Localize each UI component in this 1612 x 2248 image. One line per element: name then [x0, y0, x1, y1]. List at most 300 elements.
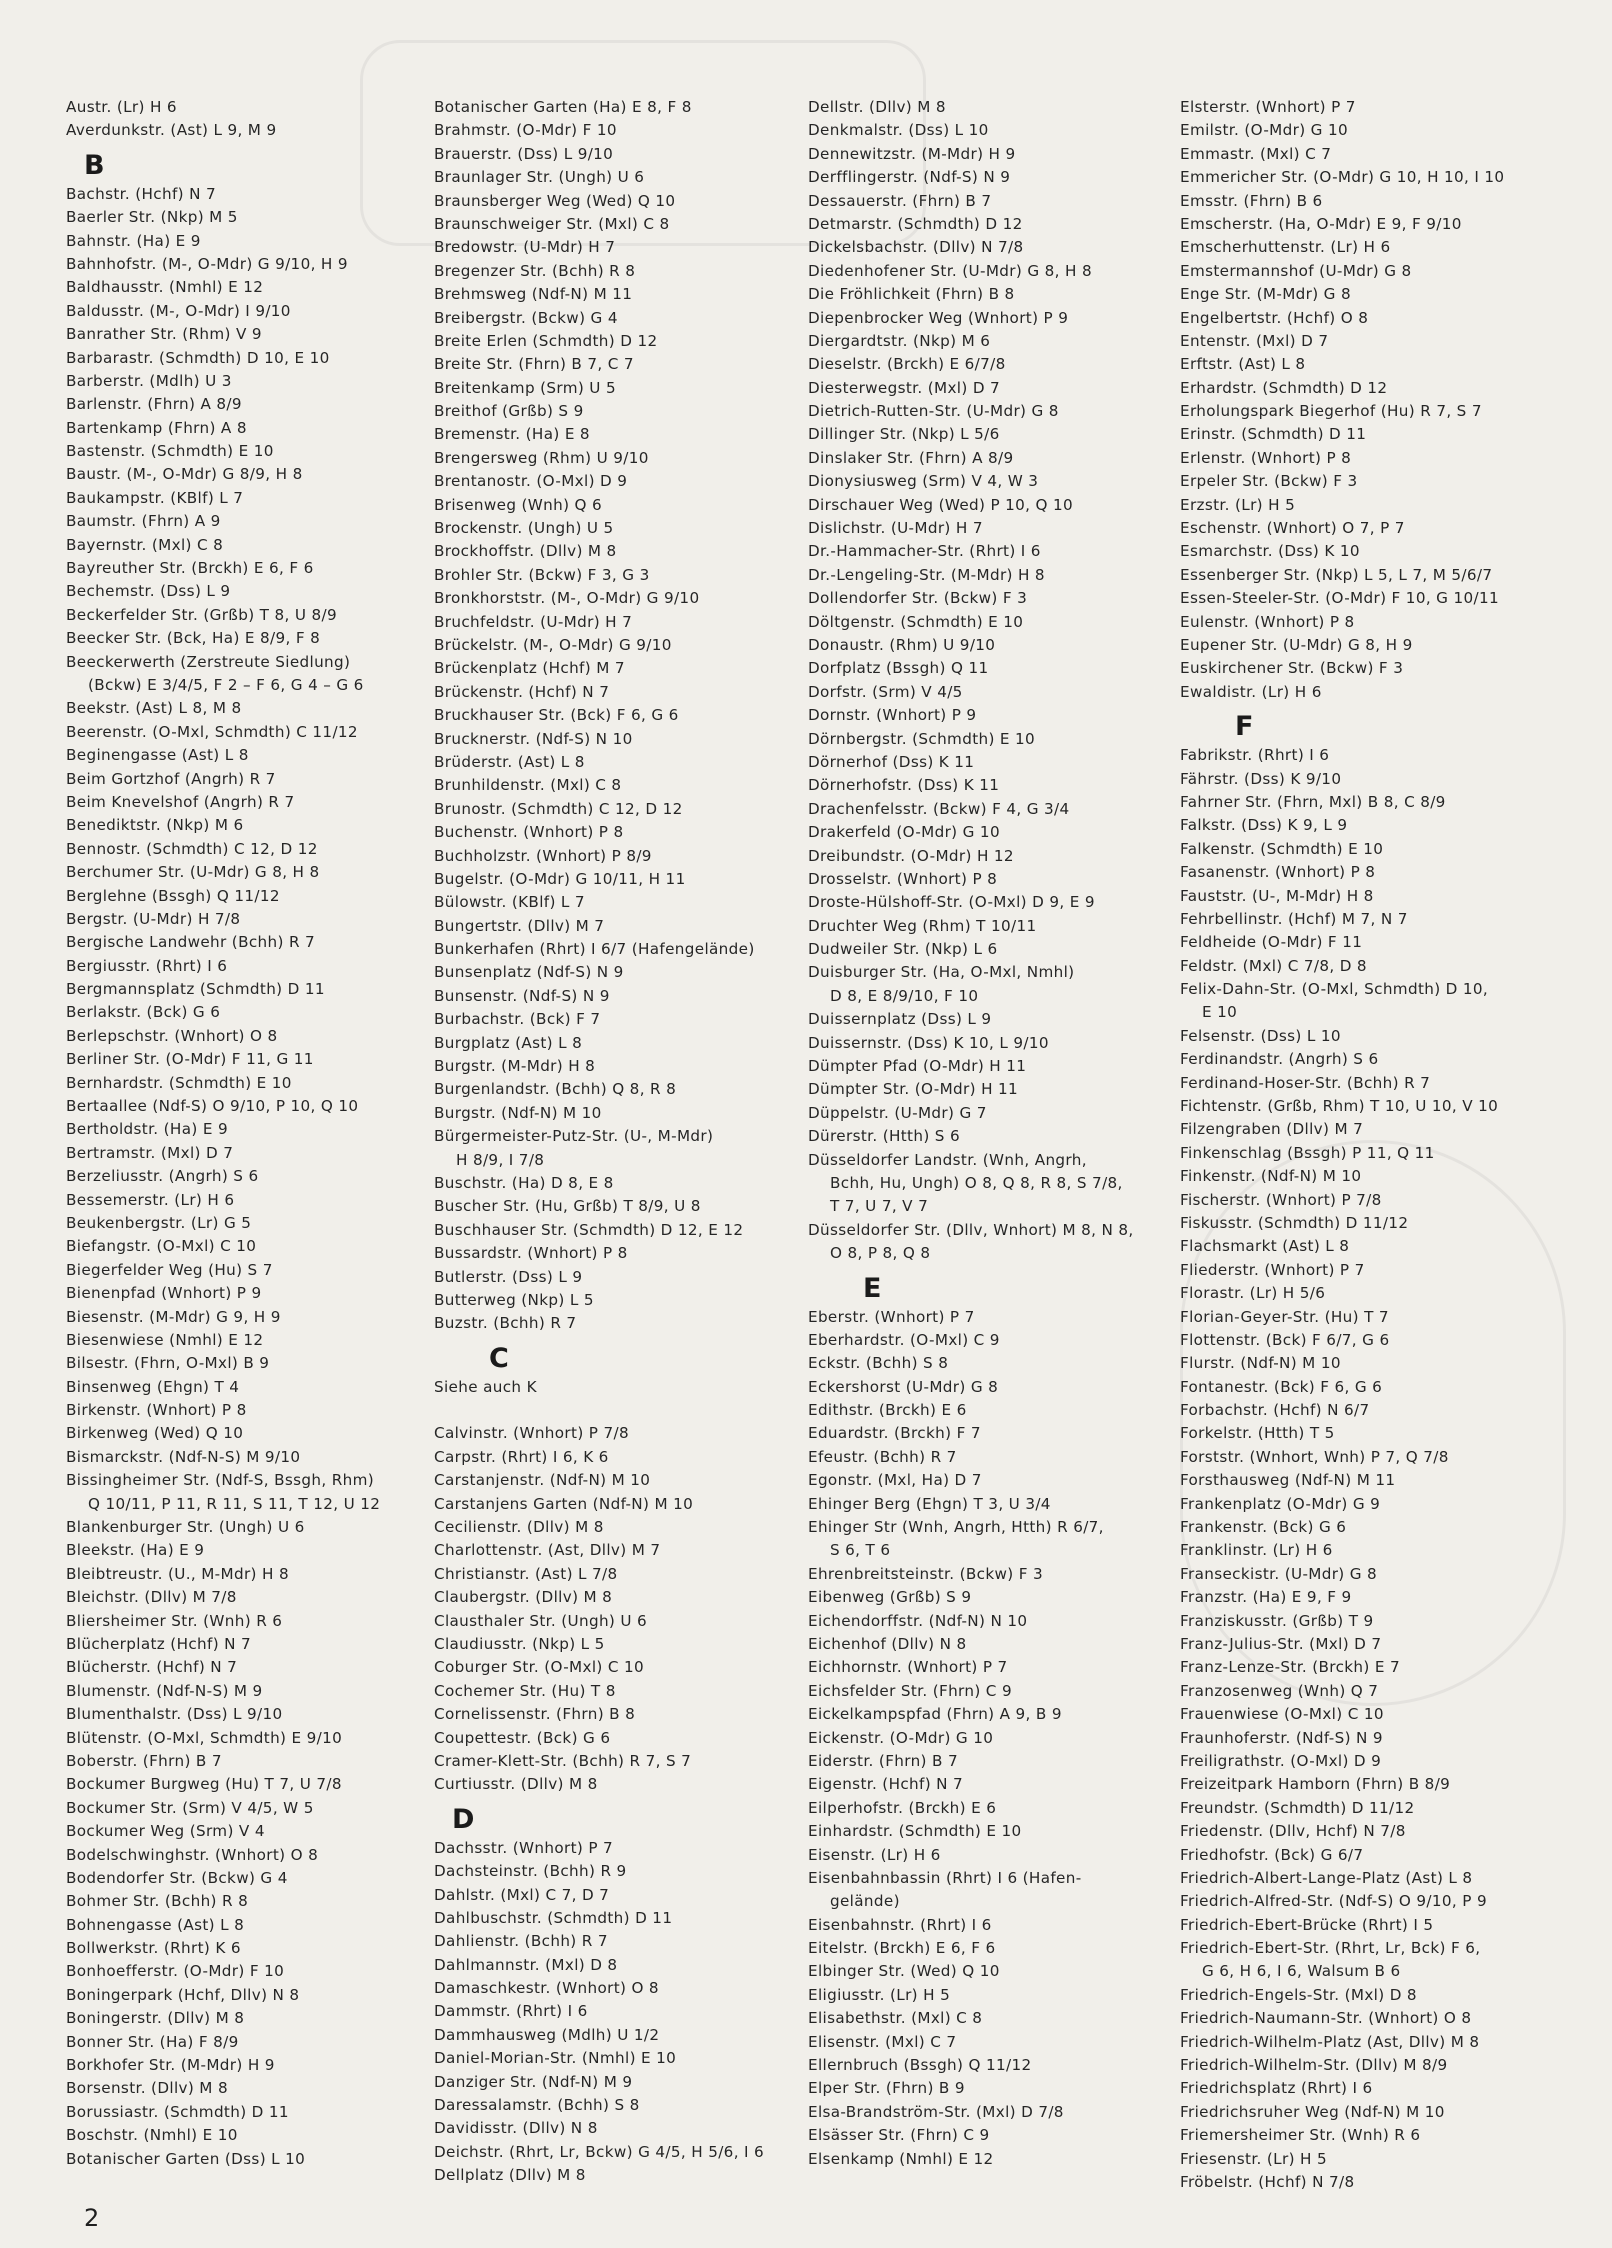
- street-entry: Dümpter Pfad (O-Mdr) H 11: [808, 1057, 1027, 1076]
- street-entry: Eilperhofstr. (Brckh) E 6: [808, 1798, 997, 1817]
- street-entry: Düsseldorfer Str. (Dllv, Wnhort) M 8, N 8,: [808, 1220, 1134, 1239]
- street-entry: Bleichstr. (Dllv) M 7/8: [66, 1588, 237, 1607]
- street-entry: Burgplatz (Ast) L 8: [434, 1033, 583, 1052]
- street-entry: Drachenfelsstr. (Bckw) F 4, G 3/4: [808, 799, 1070, 818]
- street-entry: Emscherstr. (Ha, O-Mdr) E 9, F 9/10: [1180, 214, 1462, 233]
- street-entry: Eckstr. (Bchh) S 8: [808, 1354, 949, 1373]
- street-entry: Franzosenweg (Wnh) Q 7: [1180, 1681, 1379, 1700]
- street-entry: Dennewitzstr. (M-Mdr) H 9: [808, 144, 1016, 163]
- street-entry-continuation: Bchh, Hu, Ungh) O 8, Q 8, R 8, S 7/8,: [830, 1173, 1123, 1192]
- street-entry: Fehrbellinstr. (Hchf) M 7, N 7: [1180, 909, 1408, 928]
- street-entry: Emilstr. (O-Mdr) G 10: [1180, 121, 1348, 140]
- street-entry-continuation: Q 10/11, P 11, R 11, S 11, T 12, U 12: [88, 1494, 381, 1513]
- street-entry: Eupener Str. (U-Mdr) G 8, H 9: [1180, 635, 1413, 654]
- street-entry: Friemersheimer Str. (Wnh) R 6: [1180, 2126, 1421, 2145]
- street-entry: Friedrichsruher Weg (Ndf-N) M 10: [1180, 2102, 1445, 2121]
- street-entry: Blücherstr. (Hchf) N 7: [66, 1658, 238, 1677]
- street-entry: Friedrich-Wilhelm-Str. (Dllv) M 8/9: [1180, 2056, 1448, 2075]
- street-entry: Eisenbahnbassin (Rhrt) I 6 (Hafen-: [808, 1868, 1082, 1887]
- street-entry: Dirschauer Weg (Wed) P 10, Q 10: [808, 495, 1074, 514]
- street-entry: Eulenstr. (Wnhort) P 8: [1180, 612, 1355, 631]
- street-entry: Brentanostr. (O-Mxl) D 9: [434, 472, 628, 491]
- street-entry: Danziger Str. (Ndf-N) M 9: [434, 2072, 633, 2091]
- street-entry: Friedrich-Wilhelm-Platz (Ast, Dllv) M 8: [1180, 2032, 1480, 2051]
- street-entry: Franziskusstr. (Grßb) T 9: [1180, 1611, 1374, 1630]
- street-entry: Brehmsweg (Ndf-N) M 11: [434, 285, 633, 304]
- street-entry: Friesenstr. (Lr) H 5: [1180, 2149, 1327, 2168]
- street-entry: Duisburger Str. (Ha, O-Mxl, Nmhl): [808, 963, 1075, 982]
- street-entry: Eckershorst (U-Mdr) G 8: [808, 1377, 999, 1396]
- street-entry: Berzeliusstr. (Angrh) S 6: [66, 1167, 259, 1186]
- street-entry: Dachsteinstr. (Bchh) R 9: [434, 1862, 627, 1881]
- street-entry: Elper Str. (Fhrn) B 9: [808, 2079, 965, 2098]
- street-entry: Bertaallee (Ndf-S) O 9/10, P 10, Q 10: [66, 1097, 359, 1116]
- street-entry: Franz-Lenze-Str. (Brckh) E 7: [1180, 1658, 1400, 1677]
- street-entry: Bissingheimer Str. (Ndf-S, Bssgh, Rhm): [66, 1471, 375, 1490]
- street-entry: Ehinger Str (Wnh, Angrh, Htth) R 6/7,: [808, 1518, 1104, 1537]
- street-entry: Bunsenplatz (Ndf-S) N 9: [434, 963, 624, 982]
- street-entry: Dionysiusweg (Srm) V 4, W 3: [808, 472, 1039, 491]
- street-entry: Coburger Str. (O-Mxl) C 10: [434, 1658, 644, 1677]
- street-entry: Dahlbuschstr. (Schmdth) D 11: [434, 1908, 673, 1927]
- street-entry: Einhardstr. (Schmdth) E 10: [808, 1822, 1022, 1841]
- street-entry: Averdunkstr. (Ast) L 9, M 9: [66, 121, 277, 140]
- street-entry: Flachsmarkt (Ast) L 8: [1180, 1237, 1350, 1256]
- street-entry: Fraunhoferstr. (Ndf-S) N 9: [1180, 1728, 1383, 1747]
- page-number: 2: [84, 2204, 100, 2232]
- street-entry: Bodelschwinghstr. (Wnhort) O 8: [66, 1845, 319, 1864]
- street-entry: Buchholzstr. (Wnhort) P 8/9: [434, 846, 652, 865]
- street-entry: Ehrenbreitsteinstr. (Bckw) F 3: [808, 1564, 1043, 1583]
- street-entry: Christianstr. (Ast) L 7/8: [434, 1564, 618, 1583]
- street-entry: Brückenplatz (Hchf) M 7: [434, 659, 625, 678]
- street-entry: Bockumer Burgweg (Hu) T 7, U 7/8: [66, 1775, 342, 1794]
- street-entry: Felix-Dahn-Str. (O-Mxl, Schmdth) D 10,: [1180, 980, 1489, 999]
- street-entry-continuation: G 6, H 6, I 6, Walsum B 6: [1202, 1962, 1401, 1981]
- street-entry: Eligiusstr. (Lr) H 5: [808, 1985, 951, 2004]
- street-entry: Dickelsbachstr. (Dllv) N 7/8: [808, 238, 1024, 257]
- street-entry: Diedenhofener Str. (U-Mdr) G 8, H 8: [808, 261, 1092, 280]
- street-entry: Donaustr. (Rhm) U 9/10: [808, 635, 996, 654]
- street-entry: Bechemstr. (Dss) L 9: [66, 582, 231, 601]
- street-entry: Carstanjens Garten (Ndf-N) M 10: [434, 1494, 694, 1513]
- street-entry: Emscherhuttenstr. (Lr) H 6: [1180, 238, 1391, 257]
- street-entry: Eigenstr. (Hchf) N 7: [808, 1775, 964, 1794]
- street-entry: Bunsenstr. (Ndf-S) N 9: [434, 986, 610, 1005]
- street-entry-continuation: E 10: [1202, 1003, 1238, 1022]
- street-entry: Dieselstr. (Brckh) E 6/7/8: [808, 355, 1006, 374]
- street-entry: Claubergstr. (Dllv) M 8: [434, 1588, 613, 1607]
- index-column-2: [434, 96, 796, 2188]
- street-entry: Biesenstr. (M-Mdr) G 9, H 9: [66, 1307, 281, 1326]
- street-entry: Breibergstr. (Bckw) G 4: [434, 308, 618, 327]
- street-entry: Fahrner Str. (Fhrn, Mxl) B 8, C 8/9: [1180, 792, 1446, 811]
- street-entry: Blumenthalstr. (Dss) L 9/10: [66, 1705, 283, 1724]
- street-entry: Florastr. (Lr) H 5/6: [1180, 1284, 1326, 1303]
- street-entry: Bockumer Str. (Srm) V 4/5, W 5: [66, 1798, 314, 1817]
- street-entry: Emmericher Str. (O-Mdr) G 10, H 10, I 10: [1180, 168, 1505, 187]
- street-entry: Beginengasse (Ast) L 8: [66, 746, 249, 765]
- street-entry: Beecker Str. (Bck, Ha) E 8/9, F 8: [66, 629, 321, 648]
- street-entry: Friedrich-Engels-Str. (Mxl) D 8: [1180, 1985, 1417, 2004]
- index-column-1: [66, 96, 428, 2171]
- street-entry: Bertramstr. (Mxl) D 7: [66, 1143, 234, 1162]
- street-entry: Feldstr. (Mxl) C 7/8, D 8: [1180, 956, 1367, 975]
- street-entry: Brauerstr. (Dss) L 9/10: [434, 144, 614, 163]
- street-entry: Die Fröhlichkeit (Fhrn) B 8: [808, 285, 1015, 304]
- street-entry: Borsenstr. (Dllv) M 8: [66, 2079, 228, 2098]
- street-entry: Düppelstr. (U-Mdr) G 7: [808, 1103, 987, 1122]
- street-entry: Breithof (Grßb) S 9: [434, 402, 584, 421]
- street-entry: Bilsestr. (Fhrn, O-Mxl) B 9: [66, 1354, 270, 1373]
- street-entry: Eberhardstr. (O-Mxl) C 9: [808, 1330, 1000, 1349]
- street-entry: Enge Str. (M-Mdr) G 8: [1180, 285, 1351, 304]
- street-entry: Breite Str. (Fhrn) B 7, C 7: [434, 355, 634, 374]
- street-entry: Duissernstr. (Dss) K 10, L 9/10: [808, 1033, 1049, 1052]
- street-entry: Blücherplatz (Hchf) N 7: [66, 1635, 252, 1653]
- street-entry: [434, 1399, 796, 1422]
- street-entry: Friedrich-Naumann-Str. (Wnhort) O 8: [1180, 2009, 1472, 2028]
- street-entry: Flottenstr. (Bck) F 6/7, G 6: [1180, 1330, 1390, 1349]
- street-entry: Erpeler Str. (Bckw) F 3: [1180, 472, 1358, 491]
- street-entry-continuation: gelände): [830, 1892, 900, 1911]
- street-entry: Diergardtstr. (Nkp) M 6: [808, 331, 991, 350]
- street-entry: Charlottenstr. (Ast, Dllv) M 7: [434, 1541, 661, 1560]
- street-entry: Fontanestr. (Bck) F 6, G 6: [1180, 1377, 1383, 1396]
- street-entry: Diesterwegstr. (Mxl) D 7: [808, 378, 1001, 397]
- street-entry: Dahlstr. (Mxl) C 7, D 7: [434, 1885, 610, 1904]
- street-entry: Berchumer Str. (U-Mdr) G 8, H 8: [66, 863, 320, 882]
- street-entry: Dessauerstr. (Fhrn) B 7: [808, 191, 992, 210]
- street-entry: Eichsfelder Str. (Fhrn) C 9: [808, 1681, 1012, 1700]
- street-entry: Butterweg (Nkp) L 5: [434, 1290, 594, 1309]
- street-entry: Ehinger Berg (Ehgn) T 3, U 3/4: [808, 1494, 1051, 1513]
- street-entry: Dümpter Str. (O-Mdr) H 11: [808, 1080, 1019, 1099]
- street-entry: Bonhoefferstr. (O-Mdr) F 10: [66, 1962, 285, 1981]
- street-entry: Bürgermeister-Putz-Str. (U-, M-Mdr): [434, 1127, 714, 1146]
- street-entry: Bergische Landwehr (Bchh) R 7: [66, 933, 316, 952]
- street-entry: Dr.-Hammacher-Str. (Rhrt) I 6: [808, 542, 1041, 561]
- street-entry: Dörnerhofstr. (Dss) K 11: [808, 776, 1000, 795]
- street-entry: Freundstr. (Schmdth) D 11/12: [1180, 1798, 1415, 1817]
- street-entry: Edithstr. (Brckh) E 6: [808, 1401, 967, 1420]
- street-entry: Döltgenstr. (Schmdth) E 10: [808, 612, 1024, 631]
- street-entry: Elisabethstr. (Mxl) C 8: [808, 2009, 983, 2028]
- street-entry: Falkenstr. (Schmdth) E 10: [1180, 839, 1384, 858]
- street-entry: Euskirchener Str. (Bckw) F 3: [1180, 659, 1404, 678]
- street-entry: Forsthausweg (Ndf-N) M 11: [1180, 1471, 1396, 1490]
- street-entry: Flurstr. (Ndf-N) M 10: [1180, 1354, 1341, 1373]
- street-entry: Clausthaler Str. (Ungh) U 6: [434, 1611, 648, 1630]
- street-entry: Eduardstr. (Brckh) F 7: [808, 1424, 981, 1443]
- street-entry: Eisenbahnstr. (Rhrt) I 6: [808, 1915, 992, 1934]
- street-entry: Brucknerstr. (Ndf-S) N 10: [434, 729, 633, 748]
- street-entry: Bienenpfad (Wnhort) P 9: [66, 1284, 262, 1303]
- street-entry: Bastenstr. (Schmdth) E 10: [66, 442, 274, 461]
- street-entry: Bremenstr. (Ha) E 8: [434, 425, 590, 444]
- street-entry: Bennostr. (Schmdth) C 12, D 12: [66, 839, 318, 858]
- street-entry: Bruckhauser Str. (Bck) F 6, G 6: [434, 706, 679, 725]
- street-entry: Binsenweg (Ehgn) T 4: [66, 1377, 240, 1396]
- street-entry: Dreibundstr. (O-Mdr) H 12: [808, 846, 1014, 865]
- street-entry: Entenstr. (Mxl) D 7: [1180, 331, 1329, 350]
- street-entry: Bachstr. (Hchf) N 7: [66, 184, 216, 203]
- street-entry-continuation: S 6, T 6: [830, 1541, 891, 1560]
- street-entry: Bliersheimer Str. (Wnh) R 6: [66, 1611, 283, 1630]
- street-entry: Dammhausweg (Mdlh) U 1/2: [434, 2025, 660, 2044]
- street-entry: Franklinstr. (Lr) H 6: [1180, 1541, 1333, 1560]
- street-entry: Brunhildenstr. (Mxl) C 8: [434, 776, 622, 795]
- street-entry: Burgstr. (Ndf-N) M 10: [434, 1103, 602, 1122]
- street-entry: Barberstr. (Mdlh) U 3: [66, 371, 232, 390]
- street-entry: Friedrich-Ebert-Str. (Rhrt, Lr, Bck) F 6,: [1180, 1939, 1481, 1958]
- street-entry: Daniel-Morian-Str. (Nmhl) E 10: [434, 2049, 677, 2068]
- street-entry: Baldusstr. (M-, O-Mdr) I 9/10: [66, 301, 291, 320]
- street-entry: Barlenstr. (Fhrn) A 8/9: [66, 395, 242, 414]
- street-entry: Dollendorfer Str. (Bckw) F 3: [808, 589, 1028, 608]
- street-entry: Franz-Julius-Str. (Mxl) D 7: [1180, 1635, 1382, 1653]
- street-entry: Dorfplatz (Bssgh) Q 11: [808, 659, 989, 678]
- street-entry: Baldhausstr. (Nmhl) E 12: [66, 278, 264, 297]
- street-entry: Baukampstr. (KBlf) L 7: [66, 488, 244, 507]
- street-entry: Bollwerkstr. (Rhrt) K 6: [66, 1939, 241, 1958]
- street-entry: Bergstr. (U-Mdr) H 7/8: [66, 909, 241, 928]
- street-entry: Bussardstr. (Wnhort) P 8: [434, 1244, 628, 1263]
- street-entry: Friedrich-Ebert-Brücke (Rhrt) I 5: [1180, 1915, 1434, 1934]
- street-entry-continuation: O 8, P 8, Q 8: [830, 1244, 931, 1263]
- street-entry: Breitenkamp (Srm) U 5: [434, 378, 616, 397]
- street-entry: Forststr. (Wnhort, Wnh) P 7, Q 7/8: [1180, 1447, 1449, 1466]
- street-entry: Forbachstr. (Hchf) N 6/7: [1180, 1401, 1370, 1420]
- street-entry: Cramer-Klett-Str. (Bchh) R 7, S 7: [434, 1751, 692, 1770]
- street-entry: Bahnstr. (Ha) E 9: [66, 231, 201, 250]
- street-entry: Brockhoffstr. (Dllv) M 8: [434, 542, 617, 561]
- street-entry: Ewaldistr. (Lr) H 6: [1180, 682, 1322, 701]
- street-entry: Brohler Str. (Bckw) F 3, G 3: [434, 565, 650, 584]
- street-entry: Buscher Str. (Hu, Grßb) T 8/9, U 8: [434, 1197, 701, 1216]
- street-entry: Buschstr. (Ha) D 8, E 8: [434, 1173, 614, 1192]
- street-entry: Breite Erlen (Schmdth) D 12: [434, 331, 658, 350]
- street-entry: Davidisstr. (Dllv) N 8: [434, 2119, 598, 2138]
- street-entry: Friedrich-Alfred-Str. (Ndf-S) O 9/10, P 9: [1180, 1892, 1487, 1911]
- street-entry: Frauenwiese (O-Mxl) C 10: [1180, 1705, 1384, 1724]
- street-entry: Banrather Str. (Rhm) V 9: [66, 325, 262, 344]
- street-entry: Bartenkamp (Fhrn) A 8: [66, 418, 247, 437]
- street-entry: Bohnengasse (Ast) L 8: [66, 1915, 245, 1934]
- street-entry: Buschhauser Str. (Schmdth) D 12, E 12: [434, 1220, 744, 1239]
- street-entry: Brüderstr. (Ast) L 8: [434, 752, 585, 771]
- street-entry: Engelbertstr. (Hchf) O 8: [1180, 308, 1369, 327]
- street-entry: Detmarstr. (Schmdth) D 12: [808, 214, 1023, 233]
- street-entry: Eickenstr. (O-Mdr) G 10: [808, 1728, 994, 1747]
- street-entry: Bismarckstr. (Ndf-N-S) M 9/10: [66, 1447, 301, 1466]
- street-entry: Biefangstr. (O-Mxl) C 10: [66, 1237, 257, 1256]
- street-entry: Eichhornstr. (Wnhort) P 7: [808, 1658, 1008, 1677]
- street-entry: Drakerfeld (O-Mdr) G 10: [808, 823, 1000, 842]
- street-entry: Baumstr. (Fhrn) A 9: [66, 512, 221, 531]
- street-entry: Brückenstr. (Hchf) N 7: [434, 682, 610, 701]
- street-entry: Dr.-Lengeling-Str. (M-Mdr) H 8: [808, 565, 1045, 584]
- street-entry: Freiligrathstr. (O-Mxl) D 9: [1180, 1751, 1382, 1770]
- street-entry: Dorfstr. (Srm) V 4/5: [808, 682, 963, 701]
- street-entry: Brückelstr. (M-, O-Mdr) G 9/10: [434, 635, 672, 654]
- street-entry: Falkstr. (Dss) K 9, L 9: [1180, 816, 1348, 835]
- street-entry: Bayernstr. (Mxl) C 8: [66, 535, 224, 554]
- street-entry: Austr. (Lr) H 6: [66, 98, 177, 116]
- street-entry: Fauststr. (U-, M-Mdr) H 8: [1180, 886, 1374, 905]
- street-entry: Franseckistr. (U-Mdr) G 8: [1180, 1564, 1378, 1583]
- street-entry: Emstermannshof (U-Mdr) G 8: [1180, 261, 1412, 280]
- street-entry: Bahnhofstr. (M-, O-Mdr) G 9/10, H 9: [66, 254, 348, 273]
- street-entry: Dislichstr. (U-Mdr) H 7: [808, 519, 983, 538]
- street-entry: Dornstr. (Wnhort) P 9: [808, 706, 977, 725]
- street-entry: Franzstr. (Ha) E 9, F 9: [1180, 1588, 1352, 1607]
- street-entry: Beeckerwerth (Zerstreute Siedlung): [66, 652, 351, 671]
- street-entry: Burgenlandstr. (Bchh) Q 8, R 8: [434, 1080, 677, 1099]
- street-entry: Cecilienstr. (Dllv) M 8: [434, 1518, 604, 1537]
- street-entry: Beerenstr. (O-Mxl, Schmdth) C 11/12: [66, 722, 358, 741]
- street-entry-continuation: (Bckw) E 3/4/5, F 2 – F 6, G 4 – G 6: [88, 675, 364, 694]
- street-entry: Blumenstr. (Ndf-N-S) M 9: [66, 1681, 263, 1700]
- street-entry: Buzstr. (Bchh) R 7: [434, 1314, 577, 1333]
- street-entry: Bunkerhafen (Rhrt) I 6/7 (Hafengelände): [434, 940, 755, 959]
- street-entry: Bredowstr. (U-Mdr) H 7: [434, 238, 616, 257]
- street-entry: Elsässer Str. (Fhrn) C 9: [808, 2126, 990, 2145]
- street-entry: Burgstr. (M-Mdr) H 8: [434, 1057, 596, 1076]
- street-entry: Fliederstr. (Wnhort) P 7: [1180, 1260, 1365, 1279]
- street-entry: Bruchfeldstr. (U-Mdr) H 7: [434, 612, 633, 631]
- section-letter: E: [863, 1272, 882, 1304]
- section-letter: D: [452, 1803, 475, 1835]
- street-entry: Bockumer Weg (Srm) V 4: [66, 1822, 265, 1841]
- street-entry: Elsterstr. (Wnhort) P 7: [1180, 98, 1356, 116]
- street-entry: Barbarastr. (Schmdth) D 10, E 10: [66, 348, 330, 367]
- street-entry: Calvinstr. (Wnhort) P 7/8: [434, 1424, 629, 1443]
- street-entry: Bertholdstr. (Ha) E 9: [66, 1120, 228, 1139]
- street-entry: Burbachstr. (Bck) F 7: [434, 1010, 601, 1029]
- street-entry: Friedrich-Albert-Lange-Platz (Ast) L 8: [1180, 1868, 1473, 1887]
- street-entry: Ellernbruch (Bssgh) Q 11/12: [808, 2056, 1032, 2075]
- street-entry: Erlenstr. (Wnhort) P 8: [1180, 448, 1352, 467]
- street-entry: Ferdinandstr. (Angrh) S 6: [1180, 1050, 1379, 1069]
- index-column-4: [1180, 96, 1542, 2194]
- street-entry: Dillinger Str. (Nkp) L 5/6: [808, 425, 1000, 444]
- street-entry: Erinstr. (Schmdth) D 11: [1180, 425, 1367, 444]
- street-entry: Filzengraben (Dllv) M 7: [1180, 1120, 1364, 1139]
- street-entry: Dinslaker Str. (Fhrn) A 8/9: [808, 448, 1014, 467]
- street-entry: Dudweiler Str. (Nkp) L 6: [808, 940, 998, 959]
- street-entry: Buchenstr. (Wnhort) P 8: [434, 823, 624, 842]
- street-entry-continuation: D 8, E 8/9/10, F 10: [830, 986, 979, 1005]
- street-entry: Esmarchstr. (Dss) K 10: [1180, 542, 1360, 561]
- street-entry: Cornelissenstr. (Fhrn) B 8: [434, 1705, 636, 1724]
- street-entry: Damaschkestr. (Wnhort) O 8: [434, 1979, 659, 1998]
- street-entry: Bernhardstr. (Schmdth) E 10: [66, 1073, 292, 1092]
- street-entry: Dahlienstr. (Bchh) R 7: [434, 1932, 608, 1951]
- street-entry: Bodendorfer Str. (Bckw) G 4: [66, 1868, 288, 1887]
- street-entry: Coupettestr. (Bck) G 6: [434, 1728, 611, 1747]
- street-entry: Berglehne (Bssgh) Q 11/12: [66, 886, 280, 905]
- street-entry: Fichtenstr. (Grßb, Rhm) T 10, U 10, V 10: [1180, 1097, 1499, 1116]
- street-entry: Fröbelstr. (Hchf) N 7/8: [1180, 2172, 1355, 2191]
- street-entry: Fiskusstr. (Schmdth) D 11/12: [1180, 1213, 1409, 1232]
- street-entry: Dellstr. (Dllv) M 8: [808, 98, 946, 116]
- street-entry: Freizeitpark Hamborn (Fhrn) B 8/9: [1180, 1775, 1451, 1794]
- street-entry: Boningerpark (Hchf, Dllv) N 8: [66, 1985, 300, 2004]
- street-entry: Eberstr. (Wnhort) P 7: [808, 1307, 975, 1326]
- street-entry: Borussiastr. (Schmdth) D 11: [66, 2102, 289, 2121]
- street-entry: Bohmer Str. (Bchh) R 8: [66, 1892, 249, 1911]
- street-entry: Efeustr. (Bchh) R 7: [808, 1447, 957, 1466]
- section-letter: F: [1235, 711, 1254, 743]
- street-entry: Düsseldorfer Landstr. (Wnh, Angrh,: [808, 1150, 1087, 1169]
- street-entry: Essenberger Str. (Nkp) L 5, L 7, M 5/6/7: [1180, 565, 1493, 584]
- street-entry: Dietrich-Rutten-Str. (U-Mdr) G 8: [808, 402, 1059, 421]
- street-entry: Emsstr. (Fhrn) B 6: [1180, 191, 1323, 210]
- street-entry: Elisenstr. (Mxl) C 7: [808, 2032, 957, 2051]
- street-entry: Felsenstr. (Dss) L 10: [1180, 1026, 1341, 1045]
- street-entry: Elsa-Brandström-Str. (Mxl) D 7/8: [808, 2102, 1064, 2121]
- street-entry: Brahmstr. (O-Mdr) F 10: [434, 121, 617, 140]
- street-entry: Botanischer Garten (Ha) E 8, F 8: [434, 98, 692, 116]
- street-entry: Derfflingerstr. (Ndf-S) N 9: [808, 168, 1011, 187]
- street-entry: Daressalamstr. (Bchh) S 8: [434, 2096, 640, 2115]
- street-entry: Frankenplatz (O-Mdr) G 9: [1180, 1494, 1381, 1513]
- street-entry: Deichstr. (Rhrt, Lr, Bckw) G 4/5, H 5/6, I 6: [434, 2142, 765, 2161]
- street-entry: Finkenstr. (Ndf-N) M 10: [1180, 1167, 1362, 1186]
- street-entry: Borkhofer Str. (M-Mdr) H 9: [66, 2056, 275, 2075]
- street-entry: Diepenbrocker Weg (Wnhort) P 9: [808, 308, 1069, 327]
- street-entry: Dachsstr. (Wnhort) P 7: [434, 1838, 614, 1857]
- street-entry: Beekstr. (Ast) L 8, M 8: [66, 699, 242, 718]
- street-entry: Dürerstr. (Htth) S 6: [808, 1127, 960, 1146]
- street-entry: Bergmannsplatz (Schmdth) D 11: [66, 980, 325, 999]
- street-entry: Eiderstr. (Fhrn) B 7: [808, 1751, 958, 1770]
- street-entry: Bülowstr. (KBlf) L 7: [434, 893, 585, 912]
- street-entry: Friedenstr. (Dllv, Hchf) N 7/8: [1180, 1822, 1406, 1841]
- street-entry: Eisenstr. (Lr) H 6: [808, 1845, 941, 1864]
- street-entry: Bregenzer Str. (Bchh) R 8: [434, 261, 636, 280]
- street-entry: Eichendorffstr. (Ndf-N) N 10: [808, 1611, 1028, 1630]
- street-entry: Bayreuther Str. (Brckh) E 6, F 6: [66, 559, 314, 578]
- street-entry: Bleibtreustr. (U., M-Mdr) H 8: [66, 1564, 289, 1583]
- street-entry: Dammstr. (Rhrt) I 6: [434, 2002, 588, 2021]
- street-entry: Erhardstr. (Schmdth) D 12: [1180, 378, 1388, 397]
- street-entry: Erholungspark Biegerhof (Hu) R 7, S 7: [1180, 402, 1482, 421]
- street-entry: Berliner Str. (O-Mdr) F 11, G 11: [66, 1050, 314, 1069]
- street-entry: Bugelstr. (O-Mdr) G 10/11, H 11: [434, 869, 686, 888]
- street-entry: Biegerfelder Weg (Hu) S 7: [66, 1260, 273, 1279]
- street-entry: Fasanenstr. (Wnhort) P 8: [1180, 863, 1376, 882]
- street-entry: Dörnbergstr. (Schmdth) E 10: [808, 729, 1036, 748]
- street-entry-continuation: H 8/9, I 7/8: [456, 1150, 545, 1169]
- street-entry: Beckerfelder Str. (Grßb) T 8, U 8/9: [66, 605, 337, 624]
- street-entry: Boschstr. (Nmhl) E 10: [66, 2126, 238, 2145]
- street-entry: Beim Gortzhof (Angrh) R 7: [66, 769, 276, 788]
- street-entry: Curtiusstr. (Dllv) M 8: [434, 1775, 598, 1794]
- street-entry: Bungertstr. (Dllv) M 7: [434, 916, 605, 935]
- street-entry: Finkenschlag (Bssgh) P 11, Q 11: [1180, 1143, 1435, 1162]
- street-entry: Ferdinand-Hoser-Str. (Bchh) R 7: [1180, 1073, 1431, 1092]
- street-entry: Elsenkamp (Nmhl) E 12: [808, 2149, 994, 2168]
- street-entry: Dörnerhof (Dss) K 11: [808, 752, 975, 771]
- street-entry: Dellplatz (Dllv) M 8: [434, 2166, 586, 2185]
- street-entry: Birkenstr. (Wnhort) P 8: [66, 1401, 247, 1420]
- street-entry: Erzstr. (Lr) H 5: [1180, 495, 1296, 514]
- street-entry: Friedhofstr. (Bck) G 6/7: [1180, 1845, 1364, 1864]
- street-entry: Bleekstr. (Ha) E 9: [66, 1541, 205, 1560]
- street-entry: Dahlmannstr. (Mxl) D 8: [434, 1955, 618, 1974]
